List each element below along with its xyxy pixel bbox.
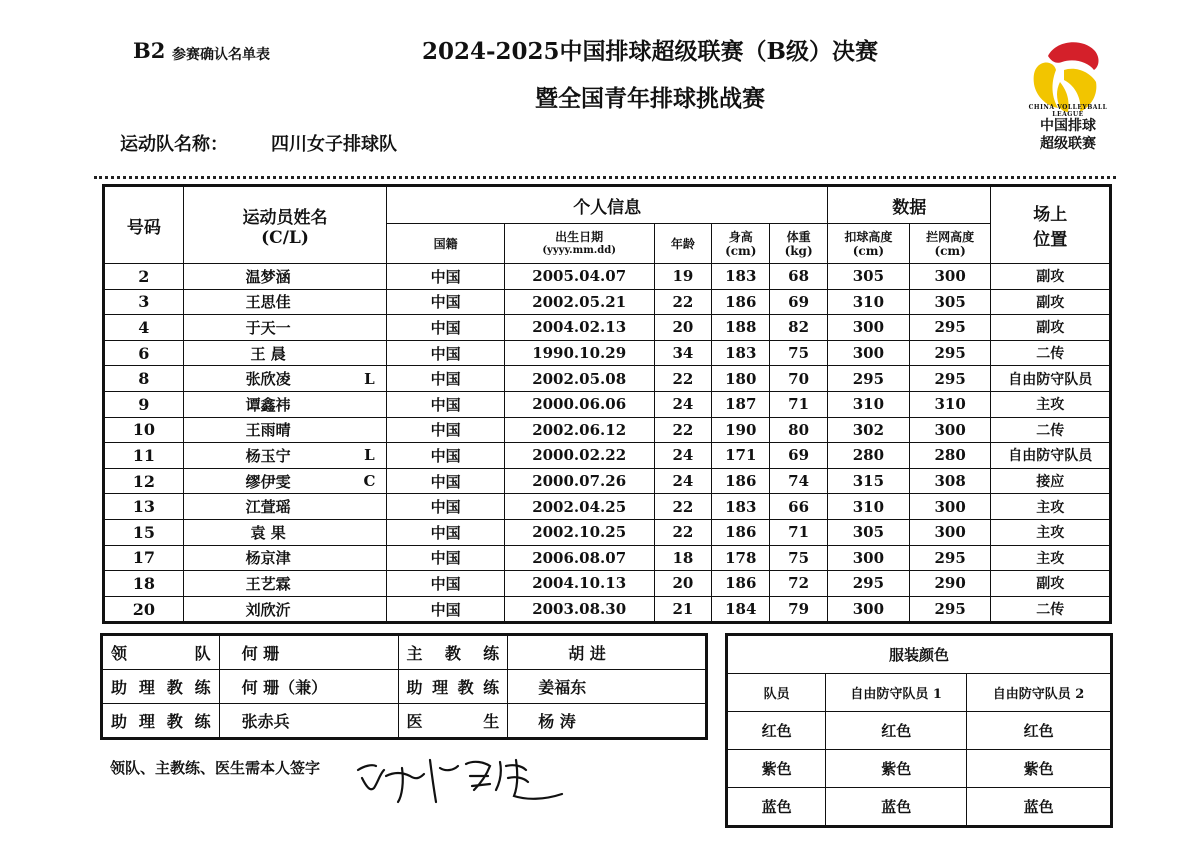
- player-position: 副攻: [991, 571, 1111, 597]
- player-role: [352, 596, 386, 623]
- staff-label-text: 领 队: [111, 644, 211, 663]
- header-height-main: 身高: [728, 229, 753, 244]
- player-position: 二传: [991, 340, 1111, 366]
- player-role: [352, 340, 386, 366]
- player-position: 主攻: [991, 494, 1111, 520]
- player-spike-height: 310: [828, 289, 910, 315]
- player-position: 主攻: [991, 519, 1111, 545]
- uniform-header-player: 队员: [727, 674, 826, 712]
- doctor-label: [398, 704, 508, 739]
- uniform-color-libero-1: 紫色: [826, 750, 967, 788]
- player-position: 二传: [991, 417, 1111, 443]
- player-height: 186: [712, 571, 770, 597]
- header-position-line2: 位置: [1033, 230, 1068, 250]
- player-role: [352, 545, 386, 571]
- header-weight-main: 体重: [786, 229, 811, 244]
- player-height: 186: [712, 289, 770, 315]
- table-row: [104, 366, 1111, 392]
- player-weight: 69: [770, 289, 828, 315]
- player-age: 34: [654, 340, 712, 366]
- player-role: [352, 571, 386, 597]
- player-name: 杨玉宁: [183, 443, 352, 469]
- player-age: 24: [654, 468, 712, 494]
- head-coach-value: 胡 进: [508, 635, 707, 670]
- player-number: 2: [104, 264, 184, 290]
- player-weight: 70: [770, 366, 828, 392]
- table-row: [727, 712, 1112, 750]
- staff-label-text: 主 教 练: [406, 644, 500, 663]
- player-weight: 71: [770, 519, 828, 545]
- header-block-height: [909, 224, 991, 264]
- player-nationality: 中国: [387, 264, 504, 290]
- player-height: 186: [712, 468, 770, 494]
- player-name: 温梦涵: [183, 264, 352, 290]
- player-age: 24: [654, 443, 712, 469]
- assistant-coach-label-2: [398, 670, 508, 704]
- player-height: 186: [712, 519, 770, 545]
- player-birth-date: 2002.04.25: [504, 494, 654, 520]
- header-position-line1: 场上: [1033, 205, 1068, 225]
- header-personal-info: 个人信息: [387, 186, 828, 224]
- player-spike-height: 295: [828, 571, 910, 597]
- header-height: [712, 224, 770, 264]
- header-spike-height: [828, 224, 910, 264]
- uniform-color-player: 紫色: [727, 750, 826, 788]
- player-role: [352, 264, 386, 290]
- table-row: [727, 788, 1112, 827]
- player-height: 190: [712, 417, 770, 443]
- player-weight: 74: [770, 468, 828, 494]
- team-leader-value: 何 珊: [219, 635, 398, 670]
- assistant-coach-value-2: 姜福东: [508, 670, 707, 704]
- staff-table: [100, 633, 708, 740]
- staff-label-text: 助 理 教 练: [111, 712, 211, 731]
- header-birth-format: (yyyy.mm.dd): [542, 244, 616, 256]
- player-block-height: 295: [909, 340, 991, 366]
- handwritten-signature-icon: [350, 742, 570, 812]
- player-position: 自由防守队员: [991, 443, 1111, 469]
- uniform-header-libero-1: 自由防守队员 1: [826, 674, 967, 712]
- player-birth-date: 2000.02.22: [504, 443, 654, 469]
- player-name: 谭鑫祎: [183, 391, 352, 417]
- signature-note: 领队、主教练、医生需本人签字: [110, 759, 321, 777]
- staff-label-text: 助 理 教 练: [406, 678, 500, 697]
- assistant-coach-value-1: 何 珊（兼）: [219, 670, 398, 704]
- player-block-height: 300: [909, 519, 991, 545]
- logo-text-line1: 中国排球: [1040, 118, 1096, 134]
- roster-table: [102, 184, 1112, 624]
- player-position: 主攻: [991, 391, 1111, 417]
- table-row: [104, 468, 1111, 494]
- player-spike-height: 302: [828, 417, 910, 443]
- player-age: 18: [654, 545, 712, 571]
- player-name: 王思佳: [183, 289, 352, 315]
- player-position: 副攻: [991, 264, 1111, 290]
- player-position: 自由防守队员: [991, 366, 1111, 392]
- player-block-height: 295: [909, 596, 991, 623]
- player-spike-height: 295: [828, 366, 910, 392]
- uniform-color-libero-2: 蓝色: [967, 788, 1112, 827]
- player-nationality: 中国: [387, 519, 504, 545]
- uniform-color-libero-1: 红色: [826, 712, 967, 750]
- player-age: 22: [654, 366, 712, 392]
- player-name: 王艺霖: [183, 571, 352, 597]
- player-spike-height: 315: [828, 468, 910, 494]
- player-role: [352, 519, 386, 545]
- player-nationality: 中国: [387, 315, 504, 341]
- uniform-color-title: 服装颜色: [727, 635, 1112, 674]
- staff-label-text: 助 理 教 练: [111, 678, 211, 697]
- header-position: [991, 186, 1111, 264]
- player-birth-date: 2003.08.30: [504, 596, 654, 623]
- player-birth-date: 2005.04.07: [504, 264, 654, 290]
- header-name-sub: (C/L): [261, 227, 309, 248]
- player-birth-date: 2002.05.08: [504, 366, 654, 392]
- player-age: 20: [654, 315, 712, 341]
- logo-subtext: CHINA VOLLEYBALL LEAGUE: [1028, 104, 1108, 118]
- player-name: 王 晨: [183, 340, 352, 366]
- player-height: 183: [712, 264, 770, 290]
- player-number: 3: [104, 289, 184, 315]
- player-block-height: 280: [909, 443, 991, 469]
- header-name-main: 运动员姓名: [242, 207, 328, 228]
- player-block-height: 305: [909, 289, 991, 315]
- player-block-height: 300: [909, 264, 991, 290]
- player-name: 于天一: [183, 315, 352, 341]
- form-name: 参赛确认名单表: [172, 47, 270, 63]
- header-weight-unit: (kg): [784, 243, 813, 258]
- player-nationality: 中国: [387, 366, 504, 392]
- player-spike-height: 300: [828, 596, 910, 623]
- player-weight: 79: [770, 596, 828, 623]
- player-weight: 80: [770, 417, 828, 443]
- header-block-main: 拦网高度: [926, 229, 975, 244]
- player-number: 17: [104, 545, 184, 571]
- table-row: [104, 443, 1111, 469]
- player-weight: 66: [770, 494, 828, 520]
- player-position: 副攻: [991, 315, 1111, 341]
- player-spike-height: 280: [828, 443, 910, 469]
- player-age: 22: [654, 289, 712, 315]
- player-position: 副攻: [991, 289, 1111, 315]
- player-weight: 75: [770, 545, 828, 571]
- player-number: 20: [104, 596, 184, 623]
- player-number: 12: [104, 468, 184, 494]
- player-spike-height: 300: [828, 545, 910, 571]
- uniform-color-player: 蓝色: [727, 788, 826, 827]
- player-spike-height: 300: [828, 315, 910, 341]
- player-spike-height: 305: [828, 264, 910, 290]
- player-spike-height: 310: [828, 391, 910, 417]
- player-age: 19: [654, 264, 712, 290]
- player-nationality: 中国: [387, 596, 504, 623]
- uniform-color-libero-2: 红色: [967, 712, 1112, 750]
- player-height: 188: [712, 315, 770, 341]
- header-birth: [504, 224, 654, 264]
- player-role: [352, 417, 386, 443]
- header-height-unit: (cm): [725, 243, 757, 258]
- logo-text-line2: 超级联赛: [1040, 136, 1096, 152]
- player-spike-height: 305: [828, 519, 910, 545]
- uniform-color-libero-2: 紫色: [967, 750, 1112, 788]
- player-block-height: 300: [909, 417, 991, 443]
- table-row: [104, 571, 1111, 597]
- player-number: 13: [104, 494, 184, 520]
- player-nationality: 中国: [387, 391, 504, 417]
- header-weight: [770, 224, 828, 264]
- uniform-color-table: [725, 633, 1113, 828]
- header-age: 年龄: [654, 224, 712, 264]
- player-name: 杨京津: [183, 545, 352, 571]
- player-height: 171: [712, 443, 770, 469]
- player-age: 20: [654, 571, 712, 597]
- player-position: 二传: [991, 596, 1111, 623]
- header-nationality: 国籍: [387, 224, 504, 264]
- player-number: 18: [104, 571, 184, 597]
- staff-label-text: 医 生: [406, 712, 500, 731]
- player-age: 22: [654, 417, 712, 443]
- header-birth-main: 出生日期: [555, 229, 604, 244]
- player-name: 江萱瑶: [183, 494, 352, 520]
- player-weight: 69: [770, 443, 828, 469]
- player-age: 22: [654, 494, 712, 520]
- player-weight: 75: [770, 340, 828, 366]
- team-name-label: 运动队名称：: [120, 134, 228, 155]
- table-row: [104, 391, 1111, 417]
- table-row: [104, 340, 1111, 366]
- player-weight: 71: [770, 391, 828, 417]
- player-height: 183: [712, 340, 770, 366]
- player-name: 王雨晴: [183, 417, 352, 443]
- player-role: L: [352, 366, 386, 392]
- uniform-color-libero-1: 蓝色: [826, 788, 967, 827]
- page-subtitle: 暨全国青年排球挑战赛: [535, 85, 765, 112]
- doctor-value: 杨 涛: [508, 704, 707, 739]
- table-row: [104, 494, 1111, 520]
- page-title: 2024-2025中国排球超级联赛（B级）决赛: [421, 38, 878, 65]
- player-block-height: 300: [909, 494, 991, 520]
- player-birth-date: 2004.10.13: [504, 571, 654, 597]
- team-leader-label: [102, 635, 220, 670]
- player-number: 11: [104, 443, 184, 469]
- table-row: [104, 519, 1111, 545]
- player-birth-date: 2000.07.26: [504, 468, 654, 494]
- table-row: [104, 264, 1111, 290]
- table-row: [104, 545, 1111, 571]
- player-role: [352, 289, 386, 315]
- player-number: 8: [104, 366, 184, 392]
- player-number: 15: [104, 519, 184, 545]
- player-block-height: 295: [909, 366, 991, 392]
- player-position: 主攻: [991, 545, 1111, 571]
- player-birth-date: 1990.10.29: [504, 340, 654, 366]
- player-height: 184: [712, 596, 770, 623]
- table-row: [104, 417, 1111, 443]
- assistant-coach-value-3: 张赤兵: [219, 704, 398, 739]
- player-spike-height: 310: [828, 494, 910, 520]
- player-block-height: 308: [909, 468, 991, 494]
- player-name: 缪伊雯: [183, 468, 352, 494]
- player-birth-date: 2000.06.06: [504, 391, 654, 417]
- uniform-color-player: 红色: [727, 712, 826, 750]
- header-name: [183, 186, 387, 264]
- player-nationality: 中国: [387, 340, 504, 366]
- table-row: [104, 315, 1111, 341]
- player-nationality: 中国: [387, 545, 504, 571]
- player-role: L: [352, 443, 386, 469]
- player-weight: 82: [770, 315, 828, 341]
- head-coach-label: [398, 635, 508, 670]
- player-height: 183: [712, 494, 770, 520]
- player-weight: 68: [770, 264, 828, 290]
- form-code: B2: [133, 38, 166, 63]
- player-role: C: [352, 468, 386, 494]
- player-nationality: 中国: [387, 443, 504, 469]
- player-birth-date: 2002.06.12: [504, 417, 654, 443]
- player-number: 4: [104, 315, 184, 341]
- player-birth-date: 2002.05.21: [504, 289, 654, 315]
- player-height: 178: [712, 545, 770, 571]
- player-age: 21: [654, 596, 712, 623]
- player-position: 接应: [991, 468, 1111, 494]
- player-nationality: 中国: [387, 494, 504, 520]
- player-spike-height: 300: [828, 340, 910, 366]
- dotted-divider: [94, 176, 1116, 179]
- table-row: [104, 289, 1111, 315]
- player-number: 9: [104, 391, 184, 417]
- header-spike-main: 扣球高度: [844, 229, 893, 244]
- uniform-header-libero-2: 自由防守队员 2: [967, 674, 1112, 712]
- player-role: [352, 391, 386, 417]
- player-name: 袁 果: [183, 519, 352, 545]
- player-nationality: 中国: [387, 417, 504, 443]
- header-block-unit: (cm): [934, 243, 966, 258]
- assistant-coach-label-1: [102, 670, 220, 704]
- player-weight: 72: [770, 571, 828, 597]
- player-birth-date: 2004.02.13: [504, 315, 654, 341]
- player-number: 6: [104, 340, 184, 366]
- player-block-height: 295: [909, 315, 991, 341]
- player-age: 22: [654, 519, 712, 545]
- player-birth-date: 2002.10.25: [504, 519, 654, 545]
- player-block-height: 310: [909, 391, 991, 417]
- player-age: 24: [654, 391, 712, 417]
- team-name-value: 四川女子排球队: [271, 134, 397, 155]
- player-block-height: 290: [909, 571, 991, 597]
- header-number: 号码: [104, 186, 184, 264]
- player-nationality: 中国: [387, 289, 504, 315]
- header-data: 数据: [828, 186, 991, 224]
- header-spike-unit: (cm): [852, 243, 885, 258]
- player-height: 180: [712, 366, 770, 392]
- player-nationality: 中国: [387, 468, 504, 494]
- player-block-height: 295: [909, 545, 991, 571]
- player-name: 刘欣沂: [183, 596, 352, 623]
- player-role: [352, 494, 386, 520]
- player-height: 187: [712, 391, 770, 417]
- player-number: 10: [104, 417, 184, 443]
- player-name: 张欣凌: [183, 366, 352, 392]
- assistant-coach-label-3: [102, 704, 220, 739]
- player-birth-date: 2006.08.07: [504, 545, 654, 571]
- player-nationality: 中国: [387, 571, 504, 597]
- table-row: [727, 750, 1112, 788]
- player-role: [352, 315, 386, 341]
- table-row: [104, 596, 1111, 623]
